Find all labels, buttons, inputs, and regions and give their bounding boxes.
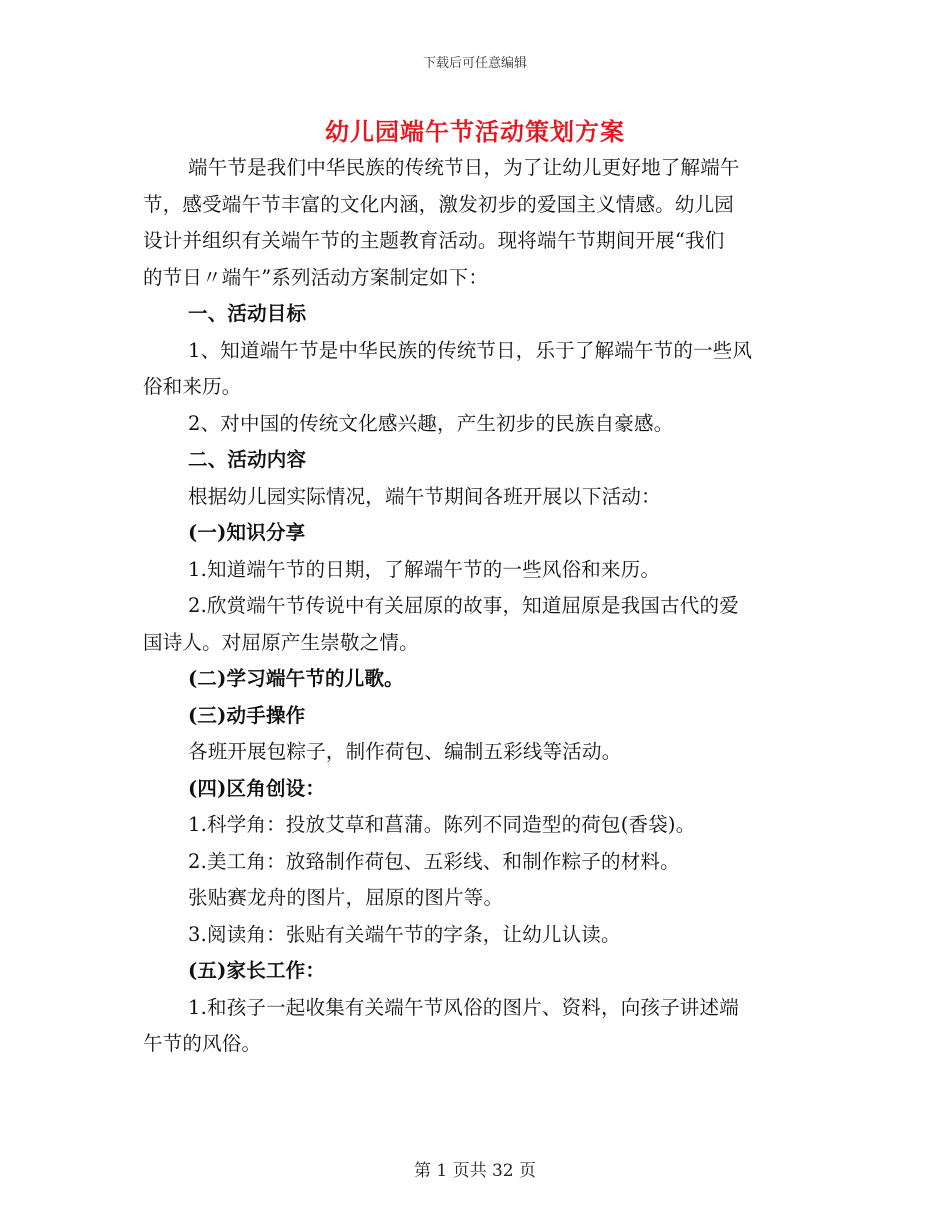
paragraph-line: 的节日〃端午”系列活动方案制定如下： xyxy=(143,265,489,289)
paragraph-line: 2.美工角：放臵制作荷包、五彩线、和制作粽子的材料。 xyxy=(188,849,680,873)
page-number: 第 1 页共 32 页 xyxy=(413,1161,537,1181)
paragraph-line: 1.科学角：投放艾草和菖蒲。陈列不同造型的荷包(香袋)。 xyxy=(188,813,696,836)
paragraph-line: 午节的风俗。 xyxy=(143,1032,262,1055)
subsection-heading: (五)家长工作： xyxy=(188,959,326,982)
subsection-heading: (三)动手操作 xyxy=(188,703,306,727)
section-heading: 二、活动内容 xyxy=(188,448,307,471)
subsection-heading: (一)知识分享 xyxy=(188,521,306,544)
section-heading: 一、活动目标 xyxy=(188,302,307,325)
paragraph-line: 1.知道端午节的日期，了解端午节的一些风俗和来历。 xyxy=(188,557,661,581)
paragraph-line: 各班开展包粽子，制作荷包、编制五彩线等活动。 xyxy=(188,740,622,763)
paragraph-line: 2.欣赏端午节传说中有关屈原的故事，知道屈原是我国古代的爱 xyxy=(188,594,739,617)
document-body xyxy=(143,150,808,1063)
paragraph-line: 节，感受端午节丰富的文化内涵，激发初步的爱国主义情感。幼儿园 xyxy=(143,192,735,216)
paragraph-line: 国诗人。对屈原产生崇敬之情。 xyxy=(143,630,419,654)
subsection-heading: (二)学习端午节的儿歌。 xyxy=(188,667,404,690)
subsection-heading: (四)区角创设： xyxy=(188,776,326,800)
paragraph-line: 2、对中国的传统文化感兴趣，产生初步的民族自豪感。 xyxy=(188,411,674,435)
paragraph-line: 根据幼儿园实际情况，端午节期间各班开展以下活动： xyxy=(188,484,661,508)
paragraph-line: 1.和孩子一起收集有关端午节风俗的图片、资料，向孩子讲述端 xyxy=(188,995,739,1019)
paragraph-line: 设计并组织有关端午节的主题教育活动。现将端午节期间开展“我们 xyxy=(143,229,725,252)
paragraph-line: 端午节是我们中华民族的传统节日，为了让幼儿更好地了解端午 xyxy=(188,156,740,179)
document-title: 幼儿园端午节活动策划方案 xyxy=(325,117,625,146)
paragraph-line: 3.阅读角：张贴有关端午节的字条，让幼儿认读。 xyxy=(188,922,621,946)
paragraph-line: 张贴赛龙舟的图片，屈原的图片等。 xyxy=(188,886,504,909)
header-note: 下载后可任意编辑 xyxy=(422,56,527,71)
paragraph-line: 俗和来历。 xyxy=(143,375,242,398)
paragraph-line: 1、知道端午节是中华民族的传统节日，乐于了解端午节的一些风 xyxy=(188,338,753,362)
